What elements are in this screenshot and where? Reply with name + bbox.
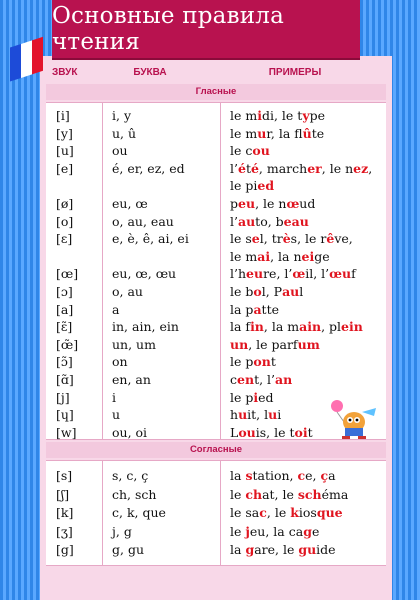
example-cell <box>230 283 303 301</box>
example-cell <box>230 177 274 195</box>
example-text: ud <box>299 196 316 211</box>
column-header-sound: ЗВУК <box>52 67 78 78</box>
table-row <box>46 213 386 231</box>
example-text: l, tr <box>259 231 283 247</box>
highlighted-letters: ê <box>326 231 335 247</box>
example-text: t <box>307 424 313 440</box>
example-cell <box>230 424 313 442</box>
example-text: le b <box>230 284 254 299</box>
sound-cell: [i] <box>56 108 70 123</box>
highlighted-letters: ai <box>257 248 271 264</box>
highlighted-letters: um <box>297 336 320 352</box>
example-text: te <box>311 125 325 141</box>
highlighted-letters: ain <box>299 319 322 335</box>
letter-cell: ou, oi <box>112 424 148 440</box>
example-cell <box>230 406 281 424</box>
example-text: le m <box>230 125 258 141</box>
example-text: r, la fl <box>266 125 303 141</box>
highlighted-letters: è <box>282 231 291 247</box>
highlighted-letters: ou <box>238 424 256 440</box>
highlighted-letters: u <box>257 125 267 141</box>
example-text: la <box>230 542 246 557</box>
letter-cell: i <box>112 389 116 405</box>
example-text: e, <box>305 468 321 483</box>
letter-cell: in, ain, ein <box>112 319 179 335</box>
sound-cell: [œ̃] <box>56 336 79 352</box>
example-text: is, le t <box>255 424 295 440</box>
table-row <box>46 283 386 301</box>
highlighted-letters: é <box>237 160 246 176</box>
letter-cell: en, an <box>112 372 151 387</box>
highlighted-letters: eu <box>246 266 264 282</box>
letter-cell: eu, œ, œu <box>112 266 177 282</box>
sound-cell: [ʒ] <box>56 523 73 539</box>
letter-cell: e, è, ê, ai, ei <box>112 231 189 247</box>
example-cell <box>230 389 274 407</box>
example-text: , le <box>266 505 291 520</box>
table-row <box>46 467 386 485</box>
highlighted-letters: œ <box>292 266 306 282</box>
sound-cell: [o] <box>56 213 74 229</box>
letter-cell: u <box>112 407 121 423</box>
example-text: t <box>270 354 276 370</box>
example-cell <box>230 195 315 213</box>
highlighted-letters: c <box>297 468 306 483</box>
table-row <box>46 318 386 336</box>
sound-cell: [e] <box>56 160 74 176</box>
highlighted-letters: au <box>282 284 300 299</box>
example-cell <box>230 230 353 248</box>
table-row <box>46 353 386 371</box>
example-text: , le n <box>321 160 354 176</box>
example-text: f <box>351 266 356 282</box>
highlighted-letters: ed <box>257 178 275 194</box>
highlighted-letters: u <box>238 407 248 423</box>
highlighted-letters: s <box>245 468 253 483</box>
letter-cell: c, k, que <box>112 505 166 520</box>
highlighted-letters: on <box>253 354 271 370</box>
page-title: Основные правила чтения <box>52 0 360 58</box>
example-text: tte <box>261 301 279 317</box>
example-text: e <box>311 523 320 539</box>
highlighted-letters: que <box>316 505 343 520</box>
example-cell <box>230 265 356 283</box>
consonants-table <box>46 460 386 566</box>
letter-cell: é, er, ez, ed <box>112 160 185 176</box>
highlighted-letters: eu <box>238 196 256 211</box>
letter-cell: o, au, eau <box>112 213 174 229</box>
example-text: ios <box>298 505 317 520</box>
letter-cell: s, c, ç <box>112 468 149 483</box>
table-row <box>46 486 386 504</box>
table-row <box>46 125 386 143</box>
highlighted-letters: o <box>253 284 262 299</box>
highlighted-letters: y <box>302 108 310 123</box>
sound-cell: [s] <box>56 468 73 483</box>
highlighted-letters: œu <box>329 266 352 282</box>
example-cell <box>230 125 324 143</box>
example-text: le s <box>230 231 252 247</box>
example-text: , march <box>258 160 308 176</box>
letter-cell: on <box>112 354 128 370</box>
sound-cell: [ɔ] <box>56 284 73 299</box>
highlighted-letters: i <box>253 389 259 405</box>
example-cell <box>230 371 292 389</box>
letter-cell: a <box>112 301 120 317</box>
sound-cell: [ɛ] <box>56 231 73 247</box>
sound-cell: [ʃ] <box>56 486 70 502</box>
highlighted-letters: é <box>250 160 259 176</box>
highlighted-letters: ei <box>301 248 315 264</box>
example-text: le pi <box>230 178 258 194</box>
highlighted-letters: û <box>302 125 312 141</box>
example-text: le m <box>230 248 258 264</box>
highlighted-letters: in <box>250 319 264 335</box>
example-cell <box>230 107 325 125</box>
right-blue-stripes <box>392 0 420 600</box>
highlighted-letters: e <box>251 231 260 247</box>
example-text: re, l’ <box>263 266 293 282</box>
example-text: are, le <box>254 542 299 557</box>
example-cell <box>230 160 372 178</box>
example-cell <box>230 248 330 266</box>
example-cell <box>230 353 276 371</box>
highlighted-letters: au <box>237 213 256 229</box>
highlighted-letters: i <box>257 108 262 123</box>
highlighted-letters: ch <box>245 486 263 502</box>
example-text: l’h <box>230 266 247 282</box>
example-text: l <box>299 284 304 299</box>
section-heading-vowels: Гласные <box>46 84 386 100</box>
highlighted-letters: an <box>275 372 293 387</box>
example-text: , pl <box>321 319 342 335</box>
example-text: l’ <box>230 213 238 229</box>
example-text: il, l’ <box>305 266 330 282</box>
example-text: p <box>230 196 239 211</box>
example-text: éma <box>321 486 349 502</box>
left-blue-stripes <box>0 0 40 600</box>
example-text: tation, <box>252 468 298 483</box>
example-text: le p <box>230 354 254 370</box>
table-row <box>46 107 386 125</box>
sound-cell: [ɔ̃] <box>56 354 73 370</box>
table-row <box>46 160 386 178</box>
highlighted-letters: gu <box>298 542 317 557</box>
example-cell <box>230 318 363 336</box>
column-header-examples: ПРИМЕРЫ <box>268 67 322 78</box>
example-cell <box>230 486 348 504</box>
highlighted-letters: un <box>230 336 249 352</box>
vowels-table <box>46 102 386 440</box>
table-row <box>46 504 386 522</box>
example-cell <box>230 504 343 522</box>
highlighted-letters: er <box>307 160 322 176</box>
example-text: ge <box>314 248 330 264</box>
sound-cell: [œ] <box>56 266 79 282</box>
sound-cell: [ɥ] <box>56 407 74 423</box>
table-row <box>46 142 386 160</box>
example-cell <box>230 467 336 485</box>
highlighted-letters: a <box>253 301 262 317</box>
letter-cell: un, um <box>112 336 156 352</box>
example-text: it, l <box>247 407 269 423</box>
highlighted-letters: en <box>237 372 255 387</box>
example-cell <box>230 523 319 541</box>
example-text: i <box>277 407 282 423</box>
example-text: c <box>230 372 238 387</box>
example-text: L <box>230 424 239 440</box>
example-text: , la m <box>263 319 300 335</box>
highlighted-letters: ein <box>341 319 363 335</box>
highlighted-letters: ou <box>252 143 270 159</box>
example-text: s, le r <box>290 231 327 247</box>
sound-cell: [j] <box>56 389 70 405</box>
letter-cell: o, au <box>112 284 143 299</box>
highlighted-letters: ez <box>353 160 369 176</box>
sound-cell: [ɑ̃] <box>56 372 74 387</box>
example-text: le sa <box>230 505 260 520</box>
highlighted-letters: sch <box>297 486 322 502</box>
example-text: l, P <box>261 284 283 299</box>
example-text: , <box>368 160 373 176</box>
highlighted-letters: c <box>259 505 267 520</box>
example-text: la <box>230 468 246 483</box>
example-text: ve, <box>334 231 353 247</box>
example-text: le c <box>230 143 253 159</box>
sound-cell: [ø] <box>56 196 74 211</box>
letter-cell: ou <box>112 143 128 159</box>
letter-cell: u, û <box>112 125 137 141</box>
letter-cell: j, g <box>112 523 132 539</box>
highlighted-letters: j <box>245 523 250 539</box>
highlighted-letters: œ <box>286 196 300 211</box>
table-row <box>46 336 386 354</box>
example-cell <box>230 301 279 319</box>
table-row <box>46 301 386 319</box>
table-row <box>46 248 386 266</box>
highlighted-letters: oi <box>294 424 308 440</box>
example-text: ed <box>258 389 274 405</box>
example-text: pe <box>309 108 325 123</box>
example-cell <box>230 213 309 231</box>
example-cell <box>230 336 320 354</box>
example-text: , le n <box>255 196 287 211</box>
example-text: le <box>230 523 246 539</box>
example-text: eu, la ca <box>249 523 304 539</box>
letter-cell: ch, sch <box>112 486 157 502</box>
example-text: to, b <box>255 213 284 229</box>
example-text: h <box>230 407 239 423</box>
example-text: di, le t <box>261 108 303 123</box>
example-text: le p <box>230 389 254 405</box>
sound-cell: [ɛ̃] <box>56 319 73 335</box>
example-text: t <box>245 160 251 176</box>
example-text: at, le <box>262 486 298 502</box>
letter-cell: g, gu <box>112 542 145 557</box>
sound-cell: [a] <box>56 301 74 317</box>
table-row <box>46 195 386 213</box>
highlighted-letters: g <box>303 523 312 539</box>
highlighted-letters: u <box>268 407 278 423</box>
example-text: , le parf <box>248 336 298 352</box>
example-text: le <box>230 486 246 502</box>
example-text: a <box>328 468 336 483</box>
sound-cell: [k] <box>56 505 74 520</box>
sound-cell: [w] <box>56 424 77 440</box>
table-row <box>46 523 386 541</box>
example-text: t, l’ <box>254 372 276 387</box>
column-header-letter: БУКВА <box>133 67 167 78</box>
highlighted-letters: ç <box>320 468 329 483</box>
example-text: la p <box>230 301 254 317</box>
example-text: la f <box>230 319 251 335</box>
section-heading-consonants: Согласные <box>46 442 386 458</box>
example-cell <box>230 142 270 160</box>
highlighted-letters: k <box>290 505 299 520</box>
table-row <box>46 371 386 389</box>
letter-cell: eu, œ <box>112 196 148 211</box>
example-cell <box>230 541 336 559</box>
cartoon-mascot-icon <box>328 398 378 440</box>
example-text: ide <box>316 542 336 557</box>
example-text: l’ <box>230 160 238 176</box>
sound-cell: [g] <box>56 542 74 557</box>
highlighted-letters: g <box>245 542 255 557</box>
table-row <box>46 230 386 248</box>
sound-cell: [u] <box>56 143 74 159</box>
table-row <box>46 177 386 195</box>
letter-cell: i, y <box>112 108 132 123</box>
table-row <box>46 265 386 283</box>
example-text: le m <box>230 108 258 123</box>
example-text: , la n <box>270 248 302 264</box>
table-row <box>46 541 386 559</box>
highlighted-letters: eau <box>283 213 309 229</box>
sound-cell: [y] <box>56 125 73 141</box>
